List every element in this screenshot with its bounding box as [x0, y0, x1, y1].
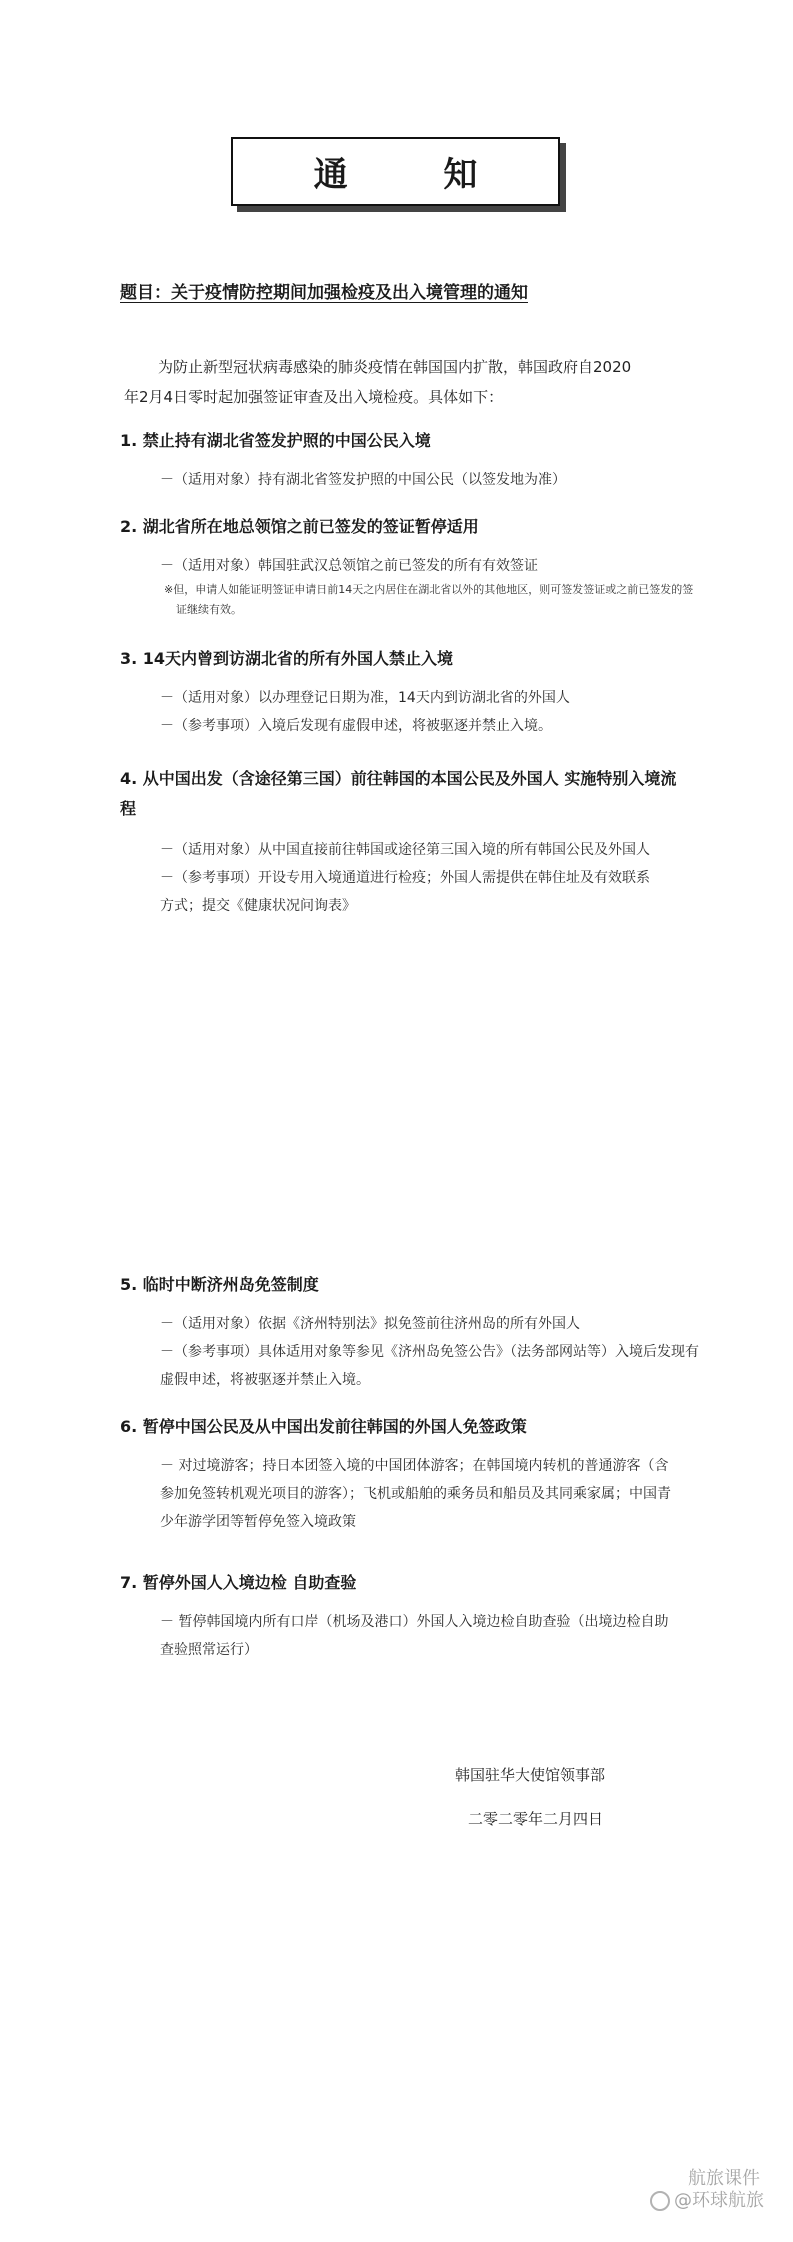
section-item: －（参考事项）开设专用入境通道进行检疫；外国人需提供在韩住址及有效联系方式；提交《健康状况问询表》: [160, 870, 650, 914]
section-5: [120, 1272, 700, 1394]
watermark: [650, 2168, 764, 2212]
section-title: 1. 禁止持有湖北省签发护照的中国公民入境: [120, 431, 431, 450]
section-title: 6. 暂停中国公民及从中国出发前往韩国的外国人免签政策: [120, 1417, 527, 1436]
section-item: － 暂停韩国境内所有口岸（机场及港口）外国人入境边检自助查验（出境边检自助查验照常运行）: [160, 1614, 669, 1658]
watermark-line1: 航旅课件: [688, 2168, 760, 2189]
section-item: － 对过境游客；持日本团签入境的中国团体游客；在韩国境内转机的普通游客（含参加免签转机观光项目的游客）；飞机或船舶的乘务员和船员及其同乘家属；中国青少年游学团等暂停免签入境政策: [160, 1458, 671, 1530]
section-item: －（参考事项）具体适用对象等参见《济州岛免签公告》（法务部网站等）入境后发现有虚假申述，将被驱逐并禁止入境。: [160, 1344, 699, 1388]
notice-title: 通 知: [313, 155, 520, 195]
section-item: －（适用对象）从中国直接前往韩国或途径第三国入境的所有韩国公民及外国人: [160, 842, 650, 858]
signature-org: 韩国驻华大使馆领事部: [455, 1766, 606, 1784]
section-note: ※但，申请人如能证明签证申请日前14天之内居住在湖北省以外的其他地区，则可签发签证或之前已签发的签证继续有效。: [164, 583, 694, 616]
section-1: [120, 428, 700, 494]
section-title: 3. 14天内曾到访湖北省的所有外国人禁止入境: [120, 649, 454, 668]
section-title: 5. 临时中断济州岛免签制度: [120, 1275, 319, 1294]
watermark-line2: @环球航旅: [674, 2190, 764, 2211]
section-2: [120, 514, 700, 620]
section-3: [120, 646, 700, 740]
section-item: －（适用对象）依据《济州特别法》拟免签前往济州岛的所有外国人: [160, 1316, 580, 1332]
section-6: [120, 1414, 700, 1536]
section-4: [120, 764, 680, 920]
weibo-icon: [650, 2191, 670, 2211]
notice-subject: 题目：关于疫情防控期间加强检疫及出入境管理的通知: [120, 283, 528, 303]
section-item: －（参考事项）入境后发现有虚假申述，将被驱逐并禁止入境。: [160, 718, 552, 734]
section-item: －（适用对象）以办理登记日期为准，14天内到访湖北省的外国人: [160, 690, 570, 706]
signature-date: 二零二零年二月四日: [468, 1810, 604, 1828]
section-item: －（适用对象）持有湖北省签发护照的中国公民（以签发地为准）: [160, 472, 566, 488]
intro-paragraph: 为防止新型冠状病毒感染的肺炎疫情在韩国国内扩散，韩国政府自2020年2月4日零时起加强签证审查及出入境检疫。具体如下：: [124, 358, 632, 406]
section-title: 2. 湖北省所在地总领馆之前已签发的签证暂停适用: [120, 517, 479, 536]
section-title: 7. 暂停外国人入境边检 自助查验: [120, 1573, 357, 1592]
section-item: －（适用对象）韩国驻武汉总领馆之前已签发的所有有效签证: [160, 558, 538, 574]
notice-title-box: [231, 137, 560, 206]
section-title: 4. 从中国出发（含途径第三国）前往韩国的本国公民及外国人 实施特别入境流程: [120, 769, 677, 818]
section-7: [120, 1570, 700, 1664]
